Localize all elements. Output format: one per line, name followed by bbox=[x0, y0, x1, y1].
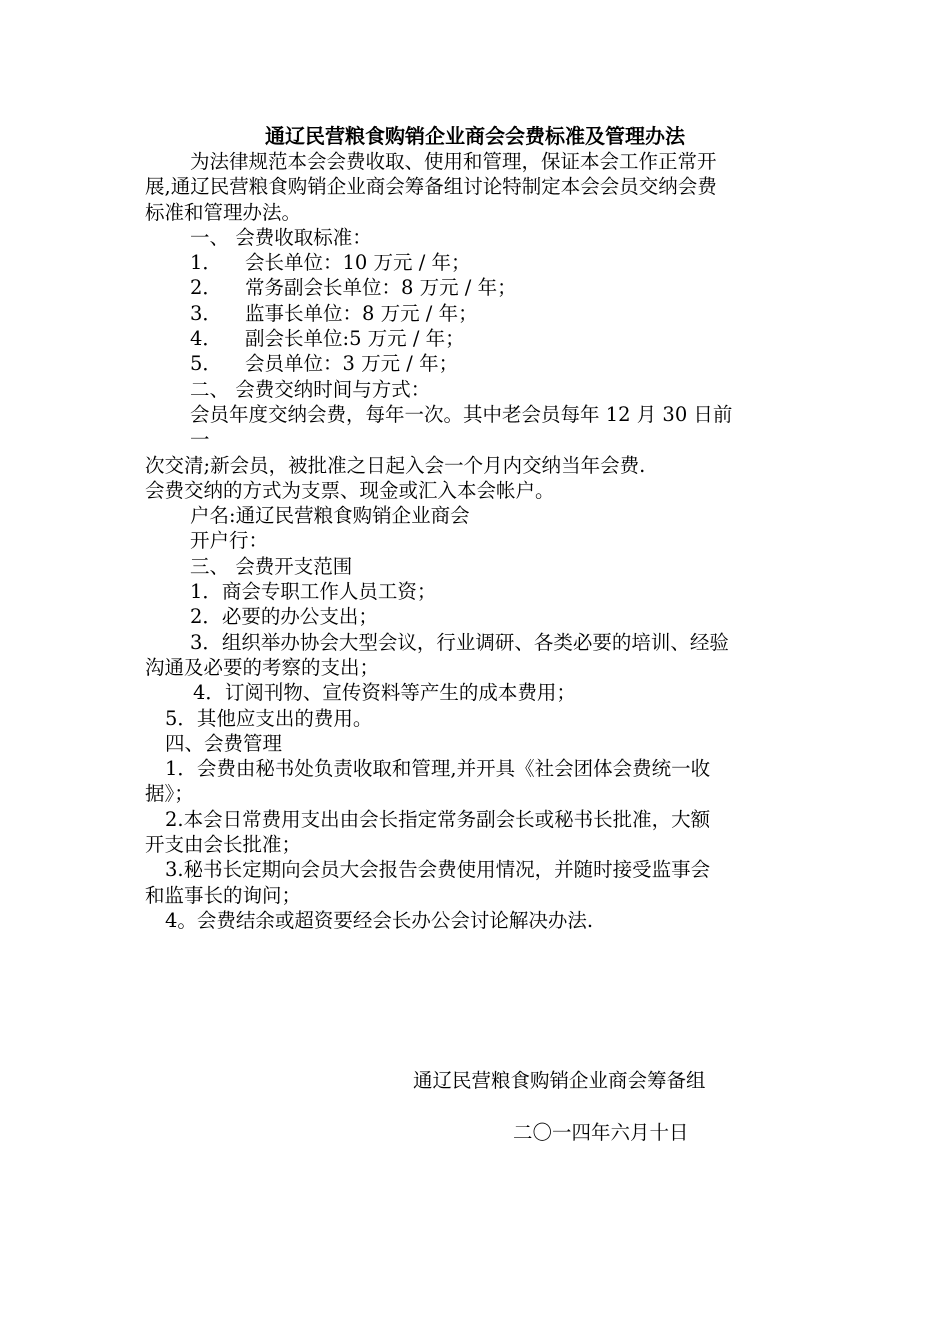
fee-item-text: 常务副会长单位：8 万元 / 年； bbox=[245, 276, 517, 300]
fee-item-number: 2． bbox=[190, 276, 222, 300]
fee-item-text: 副会长单位:5 万元 / 年； bbox=[245, 327, 465, 351]
fee-item bbox=[145, 351, 815, 376]
section2-line: 会费交纳的方式为支票、现金或汇入本会帐户。 bbox=[145, 478, 555, 502]
section3-line: 2．必要的办公支出； bbox=[190, 605, 378, 629]
account-bank: 开户行： bbox=[190, 529, 269, 553]
section4-line: 和监事长的询问； bbox=[145, 883, 302, 907]
section4-line: 开支由会长批准； bbox=[145, 833, 302, 857]
fee-item bbox=[145, 250, 815, 275]
fee-item-text: 会长单位：10 万元 / 年； bbox=[245, 251, 471, 275]
section2-line: 一 bbox=[190, 428, 210, 452]
fee-item-number: 5． bbox=[190, 352, 222, 376]
section2-line: 会员年度交纳会费，每年一次。其中老会员每年 12 月 30 日前 bbox=[190, 402, 733, 426]
document-title: 通辽民营粮食购销企业商会会费标准及管理办法 bbox=[265, 124, 685, 148]
section4-line: 4。会费结余或超资要经会长办公会讨论解决办法. bbox=[165, 908, 594, 932]
intro-line: 标准和管理办法。 bbox=[145, 200, 302, 224]
section2-line: 次交清;新会员，被批准之日起入会一个月内交纳当年会费. bbox=[145, 453, 646, 477]
document-date: 二〇一四年六月十日 bbox=[513, 1121, 689, 1144]
fee-item-number: 3． bbox=[190, 301, 222, 325]
section4-line: 2.本会日常费用支出由会长指定常务副会长或秘书长批准，大额 bbox=[165, 807, 711, 831]
fee-item bbox=[145, 301, 815, 326]
fee-item-number: 4． bbox=[190, 327, 222, 351]
section4-line: 据》； bbox=[145, 782, 194, 806]
section1-heading: 一、 会费收取标准： bbox=[190, 225, 372, 249]
section2-heading: 二、 会费交纳时间与方式： bbox=[190, 377, 431, 401]
section3-line: 沟通及必要的考察的支出； bbox=[145, 655, 380, 679]
fee-item-text: 会员单位：3 万元 / 年； bbox=[245, 352, 459, 376]
section3-heading: 三、 会费开支范围 bbox=[190, 554, 353, 578]
account-name: 户名:通辽民营粮食购销企业商会 bbox=[190, 504, 470, 528]
signature: 通辽民营粮食购销企业商会筹备组 bbox=[413, 1069, 706, 1092]
section4-line: 3.秘书长定期向会员大会报告会费使用情况，并随时接受监事会 bbox=[165, 858, 711, 882]
fee-item bbox=[145, 275, 815, 300]
section3-line: 5．其他应支出的费用。 bbox=[165, 706, 373, 730]
section3-line: 1．商会专职工作人员工资； bbox=[190, 580, 437, 604]
intro-line: 展,通辽民营粮食购销企业商会筹备组讨论特制定本会会员交纳会费 bbox=[145, 175, 717, 199]
section3-line: 3．组织举办协会大型会议，行业调研、各类必要的培训、经验 bbox=[190, 630, 729, 654]
intro-line: 为法律规范本会会费收取、使用和管理，保证本会工作正常开 bbox=[190, 150, 717, 173]
section4-line: 1．会费由秘书处负责收取和管理,并开具《社会团体会费统一收 bbox=[165, 757, 711, 781]
section3-line: 4．订阅刊物、宣传资料等产生的成本费用； bbox=[193, 681, 576, 705]
fee-item-text: 监事长单位：8 万元 / 年； bbox=[245, 301, 478, 325]
section4-heading: 四、会费管理 bbox=[165, 731, 283, 755]
document-body bbox=[145, 149, 815, 933]
fee-item-number: 1． bbox=[190, 251, 222, 275]
fee-item bbox=[145, 326, 815, 351]
